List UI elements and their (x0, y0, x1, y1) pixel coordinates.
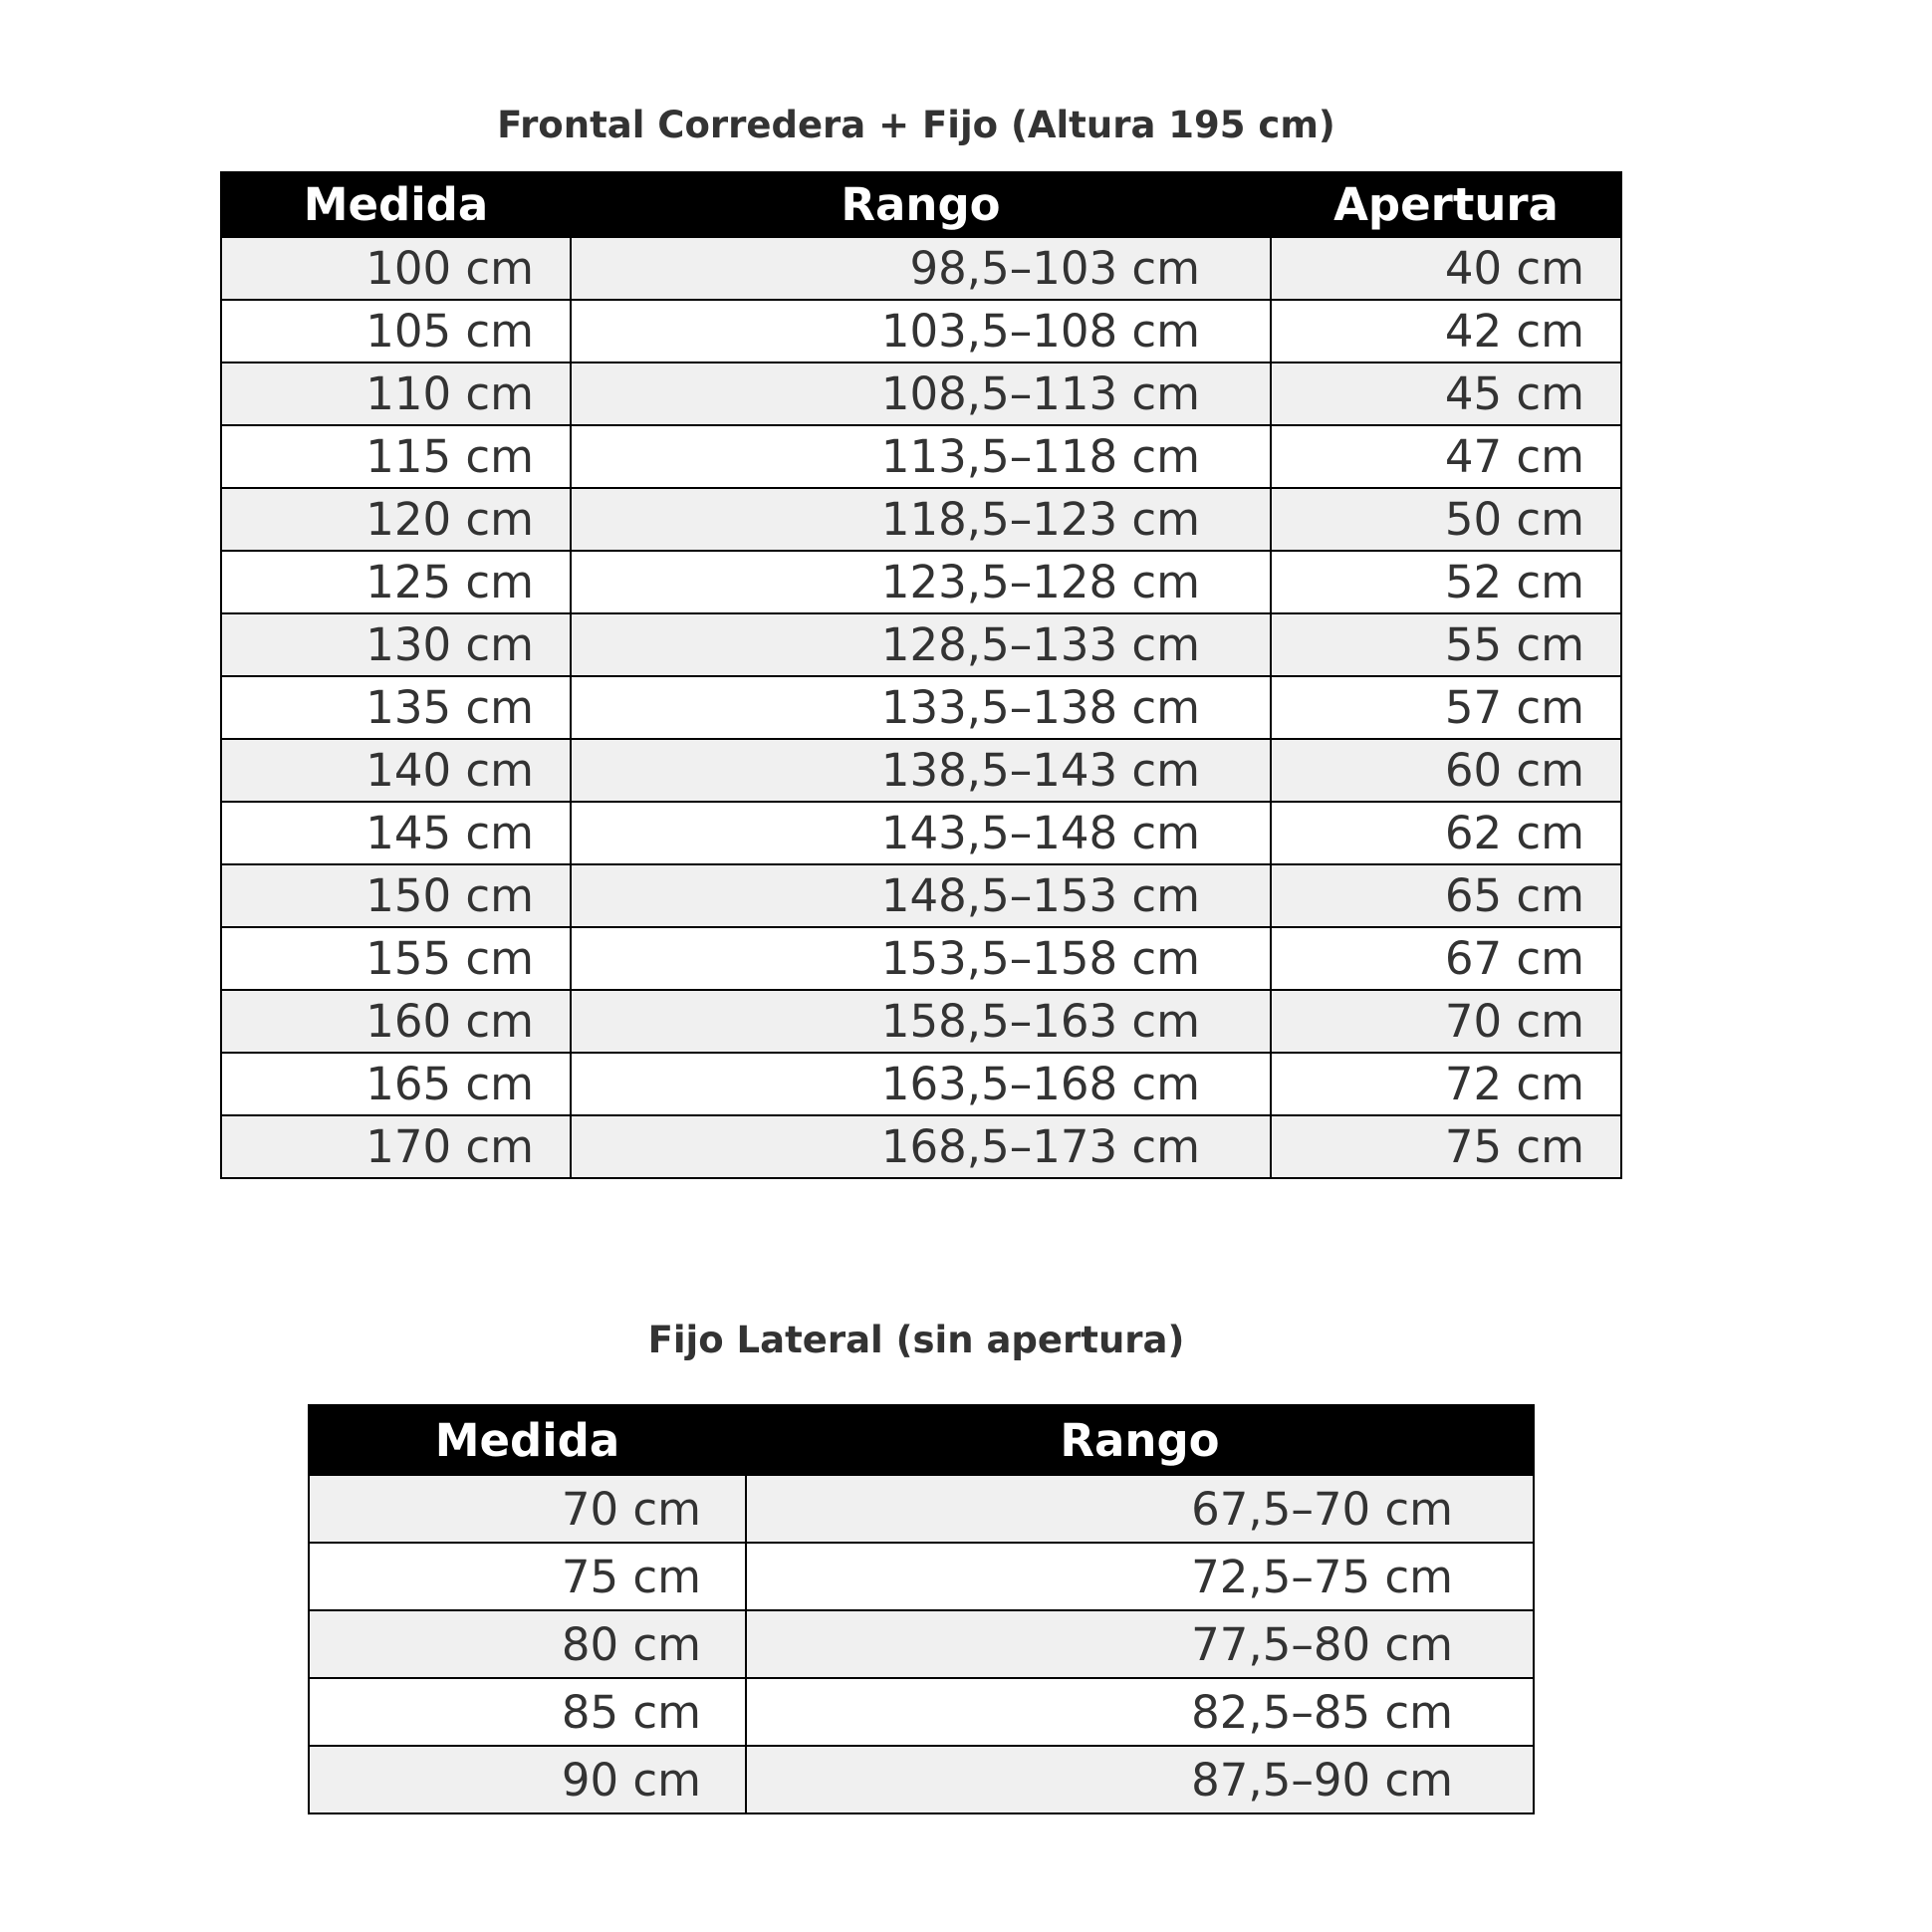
cell-rango: 138,5–143 cm (571, 739, 1271, 802)
cell-rango: 108,5–113 cm (571, 362, 1271, 425)
cell-medida: 160 cm (221, 990, 571, 1053)
cell-medida: 155 cm (221, 927, 571, 990)
cell-apertura: 65 cm (1271, 864, 1621, 927)
cell-rango: 153,5–158 cm (571, 927, 1271, 990)
cell-rango: 148,5–153 cm (571, 864, 1271, 927)
table-fijo-lateral (308, 1404, 1535, 1814)
header-medida: Medida (221, 172, 571, 237)
cell-rango: 77,5–80 cm (746, 1610, 1534, 1678)
table-row (221, 927, 1621, 990)
cell-medida: 170 cm (221, 1115, 571, 1178)
cell-medida: 90 cm (309, 1746, 746, 1813)
table-row (309, 1678, 1534, 1746)
cell-medida: 120 cm (221, 488, 571, 551)
cell-medida: 85 cm (309, 1678, 746, 1746)
cell-apertura: 72 cm (1271, 1053, 1621, 1115)
table-row (221, 1115, 1621, 1178)
cell-rango: 103,5–108 cm (571, 300, 1271, 362)
cell-medida: 105 cm (221, 300, 571, 362)
table-row (221, 300, 1621, 362)
table-body (309, 1475, 1534, 1813)
cell-apertura: 67 cm (1271, 927, 1621, 990)
cell-rango: 82,5–85 cm (746, 1678, 1534, 1746)
cell-medida: 125 cm (221, 551, 571, 613)
cell-medida: 75 cm (309, 1543, 746, 1610)
cell-rango: 158,5–163 cm (571, 990, 1271, 1053)
cell-apertura: 47 cm (1271, 425, 1621, 488)
cell-medida: 135 cm (221, 676, 571, 739)
table-row (221, 425, 1621, 488)
table-row (221, 676, 1621, 739)
table-title-fijo-lateral: Fijo Lateral (sin apertura) (647, 1319, 1185, 1361)
header-row (221, 172, 1621, 237)
table-row (221, 488, 1621, 551)
cell-medida: 115 cm (221, 425, 571, 488)
cell-rango: 128,5–133 cm (571, 613, 1271, 676)
cell-rango: 133,5–138 cm (571, 676, 1271, 739)
cell-apertura: 60 cm (1271, 739, 1621, 802)
cell-rango: 98,5–103 cm (571, 237, 1271, 300)
cell-apertura: 52 cm (1271, 551, 1621, 613)
cell-rango: 113,5–118 cm (571, 425, 1271, 488)
cell-apertura: 42 cm (1271, 300, 1621, 362)
cell-apertura: 50 cm (1271, 488, 1621, 551)
table-row (221, 864, 1621, 927)
table-row (221, 613, 1621, 676)
cell-medida: 100 cm (221, 237, 571, 300)
cell-rango: 72,5–75 cm (746, 1543, 1534, 1610)
cell-apertura: 40 cm (1271, 237, 1621, 300)
table-row (221, 739, 1621, 802)
cell-medida: 70 cm (309, 1475, 746, 1543)
cell-rango: 87,5–90 cm (746, 1746, 1534, 1813)
table-row (221, 990, 1621, 1053)
table-row (221, 1053, 1621, 1115)
cell-apertura: 62 cm (1271, 802, 1621, 864)
header-rango: Rango (571, 172, 1271, 237)
table-row (221, 551, 1621, 613)
table-row (221, 802, 1621, 864)
cell-rango: 118,5–123 cm (571, 488, 1271, 551)
table-row (309, 1475, 1534, 1543)
table-row (309, 1610, 1534, 1678)
cell-apertura: 57 cm (1271, 676, 1621, 739)
cell-medida: 80 cm (309, 1610, 746, 1678)
cell-apertura: 45 cm (1271, 362, 1621, 425)
cell-apertura: 70 cm (1271, 990, 1621, 1053)
cell-rango: 67,5–70 cm (746, 1475, 1534, 1543)
table-row (309, 1746, 1534, 1813)
cell-medida: 140 cm (221, 739, 571, 802)
table-row (309, 1543, 1534, 1610)
cell-apertura: 75 cm (1271, 1115, 1621, 1178)
cell-medida: 150 cm (221, 864, 571, 927)
table-body (221, 237, 1621, 1178)
cell-rango: 123,5–128 cm (571, 551, 1271, 613)
cell-rango: 163,5–168 cm (571, 1053, 1271, 1115)
cell-medida: 130 cm (221, 613, 571, 676)
header-rango: Rango (746, 1405, 1534, 1475)
header-row (309, 1405, 1534, 1475)
table-row (221, 237, 1621, 300)
cell-medida: 145 cm (221, 802, 571, 864)
table-title-frontal: Frontal Corredera + Fijo (Altura 195 cm) (497, 104, 1335, 146)
table-frontal-corredera (220, 171, 1622, 1179)
cell-medida: 165 cm (221, 1053, 571, 1115)
cell-medida: 110 cm (221, 362, 571, 425)
cell-rango: 143,5–148 cm (571, 802, 1271, 864)
header-medida: Medida (309, 1405, 746, 1475)
table-row (221, 362, 1621, 425)
cell-apertura: 55 cm (1271, 613, 1621, 676)
cell-rango: 168,5–173 cm (571, 1115, 1271, 1178)
header-apertura: Apertura (1271, 172, 1621, 237)
